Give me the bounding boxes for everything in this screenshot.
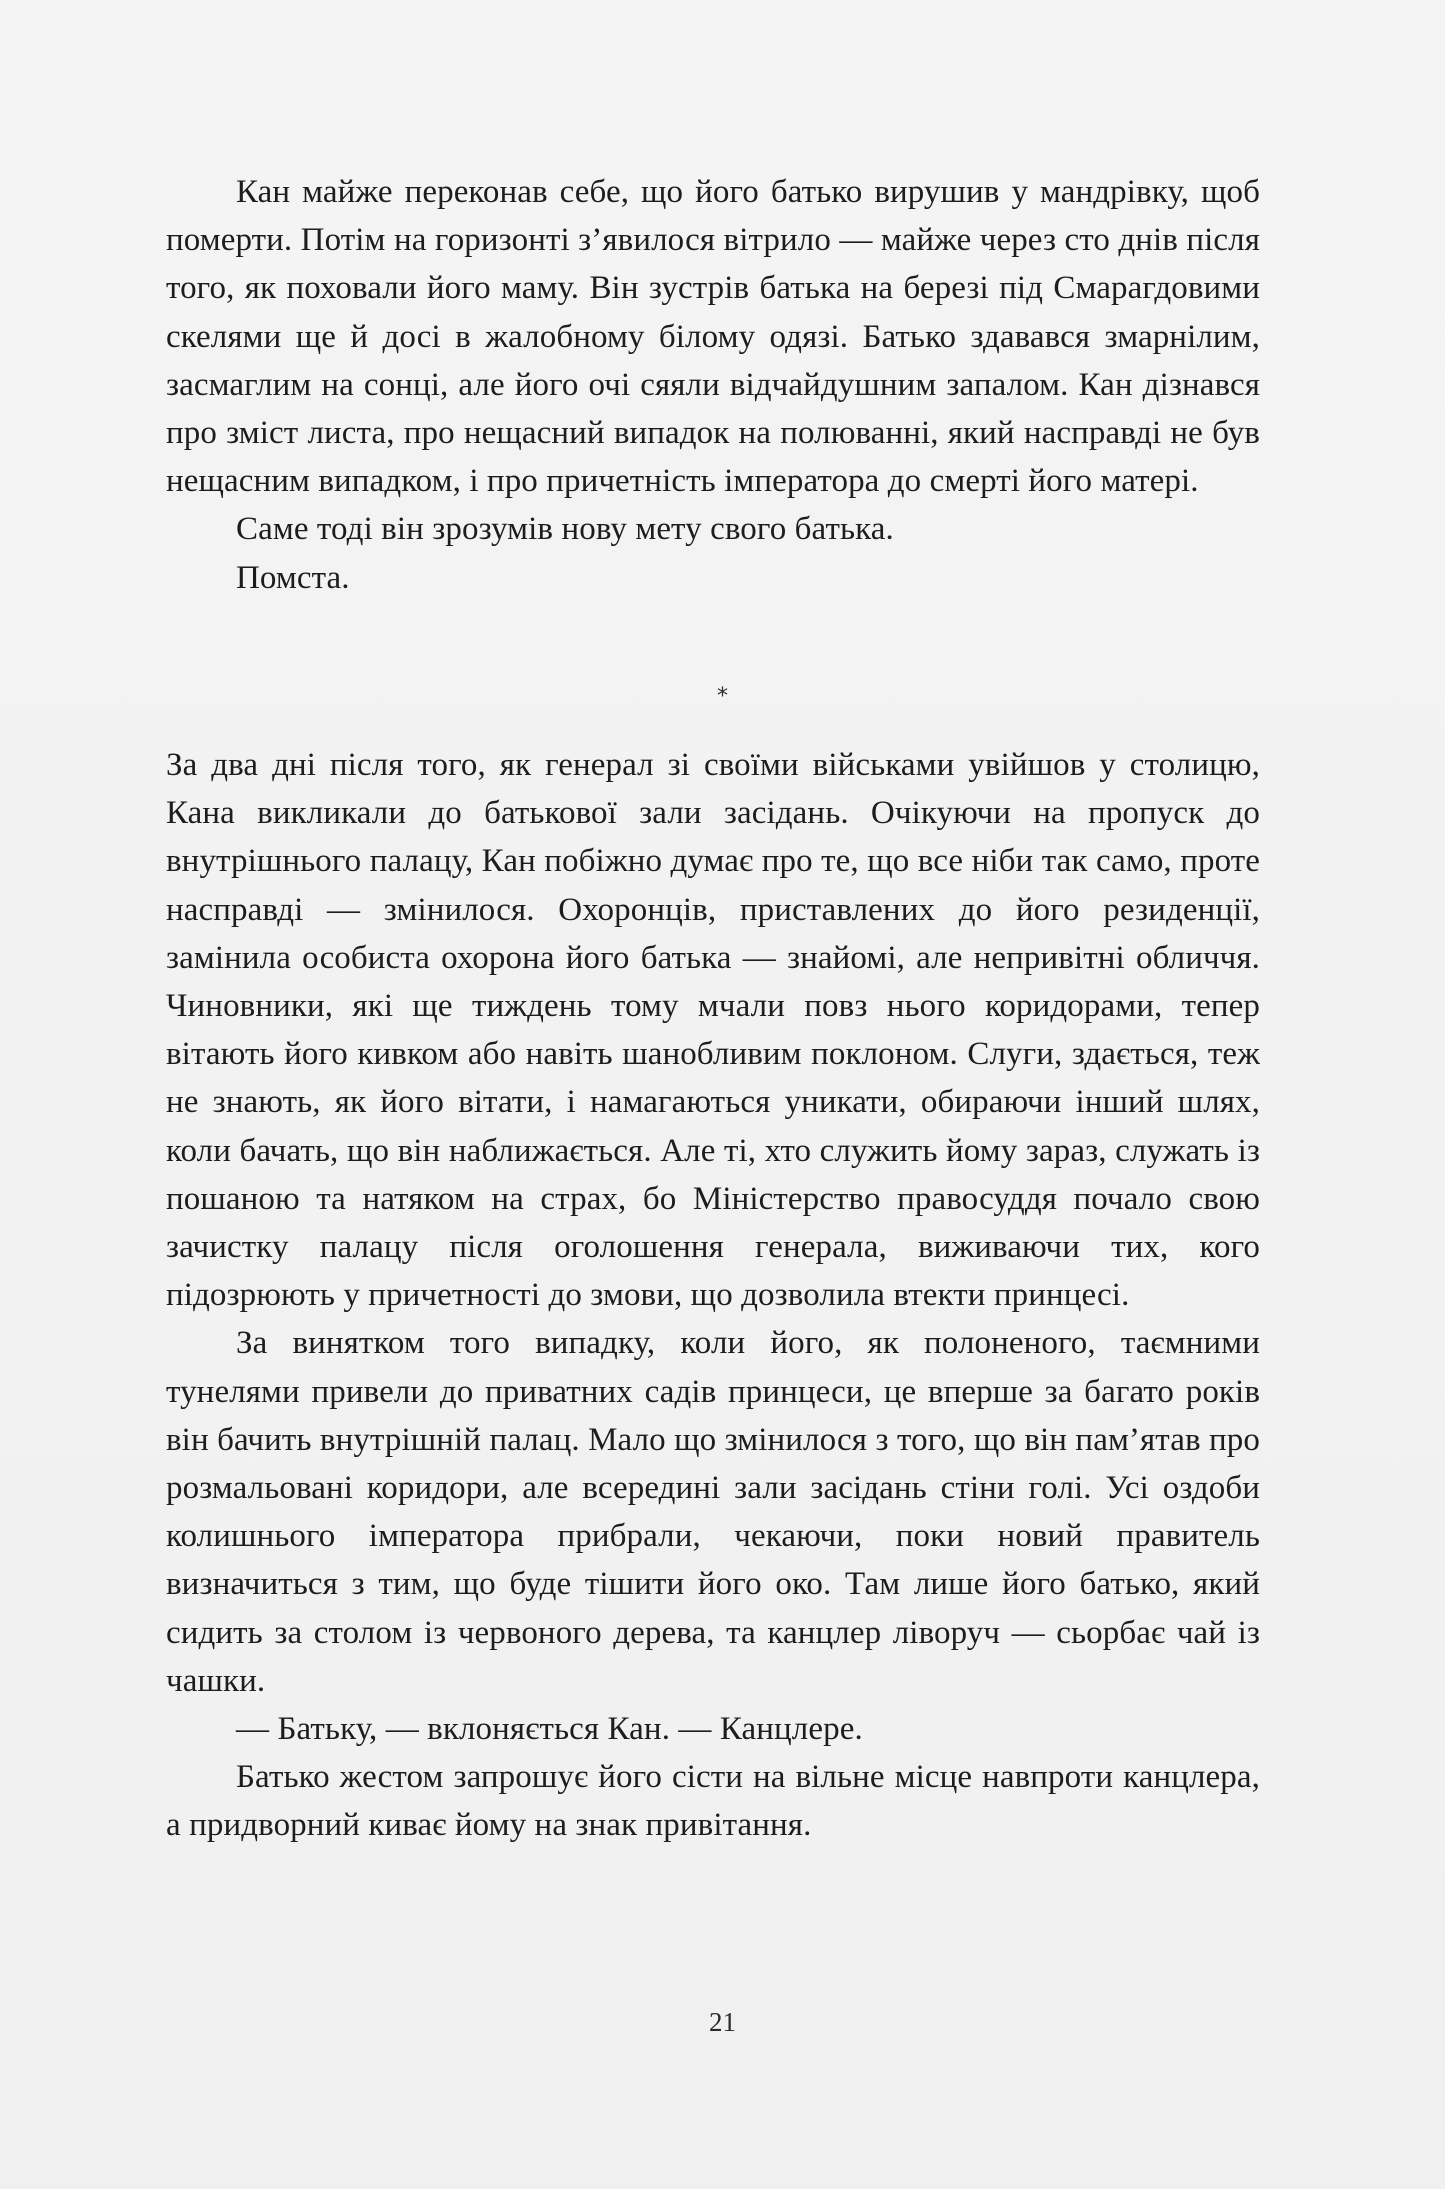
text-section-2 — [166, 741, 1260, 1850]
paragraph: — Батьку, — вклоняється Кан. — Канцлере. — [236, 1711, 863, 1748]
paragraph: За винятком того випадку, коли його, як полоненого, таємними тунелями привели до приватних садів принцеси, це вперше за багато років він бачить внутрішній палац. Мало що змінилося з того, що він пам’ятав про розмальовані коридори, але всередині зали засідань стіни голі. Усі оздоби колишнього імператора прибрали, чекаючи, поки новий правитель визначиться з тим, що буде тішити його око. Там лише його батько, який сидить за столом із червоного дерева, та канцлер ліворуч — сьорбає чай із чашки. — [166, 1325, 1260, 1699]
paragraph: Помста. — [236, 559, 350, 596]
text-section-1 — [166, 168, 1260, 602]
paragraph: Саме тоді він зрозумів нову мету свого батька. — [236, 511, 894, 548]
paragraph: Кан майже переконав себе, що його батько вирушив у мандрівку, щоб померти. Потім на горизонті з’явилося вітрило — майже через сто днів після того, як поховали його маму. Він зустрів батька на березі під Смарагдовими скелями ще й досі в жалобному білому одязі. Батько здавався змарнілим, засмаглим на сонці, але його очі сяяли відчайдушним запалом. Кан дізнався про зміст листа, про нещасний випадок на полюванні, який насправді не був нещасним випадком, і про причетність імператора до смерті його матері. — [166, 174, 1260, 500]
section-separator: * — [717, 684, 728, 709]
paragraph: Батько жестом запрошує його сісти на вільне місце навпроти канцлера, а придворний киває йому на знак привітання. — [166, 1759, 1260, 1844]
paragraph: За два дні після того, як генерал зі своїми військами увійшов у столицю, Кана викликали до батькової зали засідань. Очікуючи на пропуск до внутрішнього палацу, Кан побіжно думає про те, що все ніби так само, проте насправді — змінилося. Охоронців, приставлених до його резиденції, замінила особиста охорона його батька — знайомі, але непривітні обличчя. Чиновники, які ще тиждень тому мчали повз нього коридорами, тепер вітають його кивком або навіть шанобливим поклоном. Слуги, здається, теж не знають, як його вітати, і намагаються уникати, обираючи інший шлях, коли бачать, що він наближається. Але ті, хто служить йому зараз, служать із пошаною та натяком на страх, бо Міністерство правосуддя почало свою зачистку палацу після оголошення генерала, виживаючи тих, кого підозрюють у причетності до змови, що дозволила втекти принцесі. — [166, 747, 1260, 1314]
page-number: 21 — [709, 2007, 736, 2037]
